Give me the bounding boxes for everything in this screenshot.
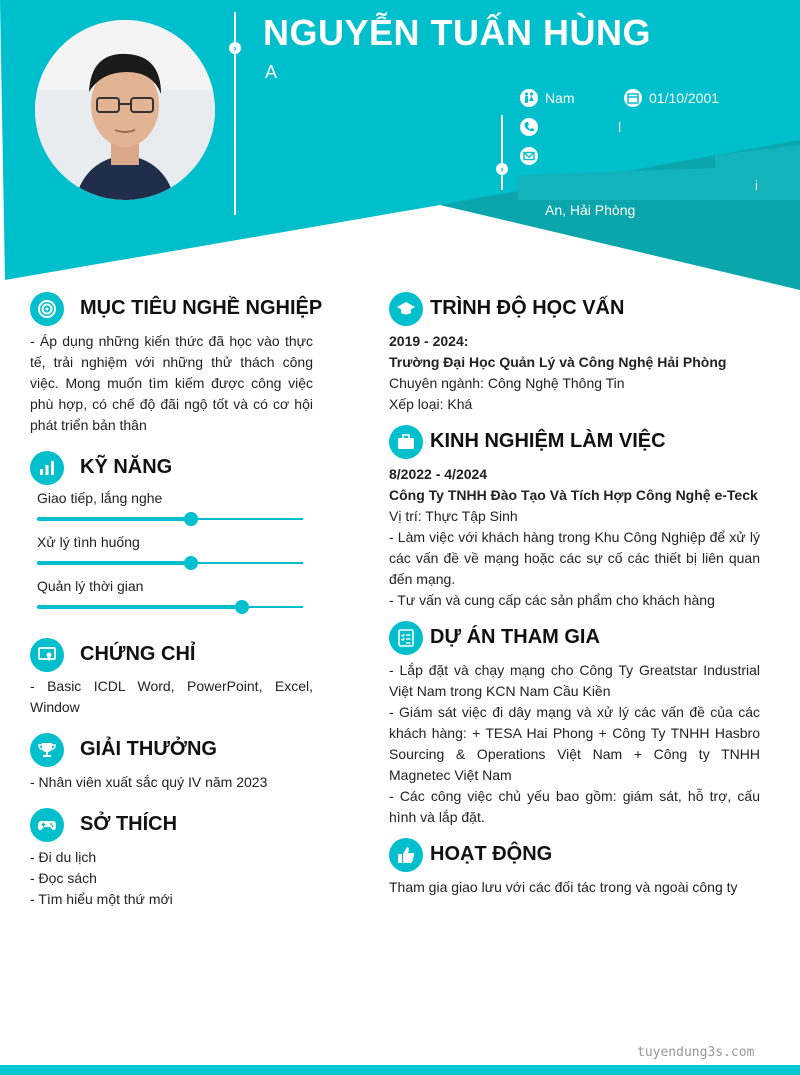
education-rank: Xếp loại: Khá [389, 396, 473, 412]
trophy-icon [30, 733, 64, 767]
footer-bar [0, 1065, 800, 1075]
thumbs-up-icon [389, 838, 423, 872]
experience-desc: - Tư vấn và cung cấp các sản phẩm cho khách hàng [389, 592, 715, 608]
gender-text: Nam [545, 90, 575, 106]
gamepad-icon [30, 808, 64, 842]
hobby-item: - Đọc sách [30, 870, 97, 886]
skill-fill [37, 517, 191, 521]
experience-period: 8/2022 - 4/2024 [389, 466, 488, 482]
activities-text: Tham gia giao lưu với các đối tác trong và ngoài công ty [389, 879, 738, 895]
skill-label: Quản lý thời gian [37, 578, 144, 594]
candidate-name: NGUYỄN TUẤN HÙNG [263, 12, 652, 53]
skills-title: KỸ NĂNG [80, 456, 173, 478]
projects-title: DỰ ÁN THAM GIA [430, 626, 600, 648]
hobby-item: - Tìm hiểu một thứ mới [30, 891, 173, 907]
certificates-title: CHỨNG CHỈ [80, 643, 196, 665]
objective-title: MỤC TIÊU NGHỀ NGHIỆP [80, 297, 323, 319]
birthday-text: 01/10/2001 [649, 90, 720, 106]
project-item: - Lắp đặt và chạy mạng cho Công Ty Greatstar Industrial Việt Nam trong KCN Nam Cầu Kiền [389, 662, 760, 699]
activities-title: HOẠT ĐỘNG [430, 843, 553, 865]
skill-label: Xử lý tình huống [37, 534, 140, 550]
awards-title: GIẢI THƯỞNG [80, 738, 217, 760]
awards-text: - Nhân viên xuất sắc quý IV năm 2023 [30, 774, 268, 790]
education-school: Trường Đại Học Quản Lý và Công Nghệ Hải Phòng [389, 354, 727, 370]
target-icon [30, 292, 64, 326]
watermark: tuyendung3s.com [637, 1045, 755, 1060]
checklist-icon [389, 621, 423, 655]
skill-fill [37, 605, 242, 609]
experience-company: Công Ty TNHH Đào Tạo Và Tích Hợp Công Nghệ e-Teck [389, 487, 758, 503]
graduation-cap-icon [389, 292, 423, 326]
candidate-subtitle: A [265, 62, 278, 82]
avatar [35, 20, 215, 200]
education-period: 2019 - 2024: [389, 333, 469, 349]
skill-knob [235, 600, 249, 614]
briefcase-icon [389, 425, 423, 459]
skill-knob [184, 556, 198, 570]
address-line2: An, Hải Phòng [545, 202, 636, 218]
certificate-icon [30, 638, 64, 672]
experience-desc: - Làm việc với khách hàng trong Khu Công Nghiệp để xử lý các vấn đề về mạng hoặc các sự cố các thiết bị liên quan đến mạng. [389, 529, 760, 587]
chevron-right-icon: › [496, 163, 508, 175]
phone-text: l [618, 119, 622, 135]
hobby-item: - Đi du lịch [30, 849, 97, 865]
skill-knob [184, 512, 198, 526]
skill-label: Giao tiếp, lắng nghe [37, 490, 163, 506]
experience-title: KINH NGHIỆM LÀM VIỆC [430, 430, 666, 452]
chevron-right-icon: › [229, 42, 241, 54]
bar-chart-icon [30, 451, 64, 485]
project-item: - Giám sát việc đi dây mạng và xử lý các vấn đề của các khách hàng: + TESA Hai Phong + Công Ty TNHH Hasbro Sourcing & Operations Việt Nam + Công ty TNHH Magnetec Việt Nam [389, 704, 760, 783]
address-line1: i [755, 178, 758, 193]
education-title: TRÌNH ĐỘ HỌC VẤN [430, 297, 625, 319]
project-item: - Các công việc chủ yếu bao gồm: giám sát, hỗ trợ, cấu hình và lắp đặt. [389, 788, 760, 825]
skill-fill [37, 561, 191, 565]
education-major: Chuyên ngành: Công Nghệ Thông Tin [389, 375, 625, 391]
hobbies-title: SỞ THÍCH [80, 813, 178, 835]
email-icon [520, 147, 538, 165]
objective-text: - Áp dụng những kiến thức đã học vào thực tế, trải nghiệm với những thử thách công việc. Mong muốn tìm kiếm được công việc phù hợp, có chế độ đãi ngộ tốt và có cơ hội phát triển bản thân [30, 333, 313, 433]
gender-icon [520, 89, 538, 107]
phone-icon [520, 118, 538, 136]
certificates-text: - Basic ICDL Word, PowerPoint, Excel, Window [30, 678, 313, 715]
contact-divider [501, 115, 503, 190]
calendar-icon [624, 89, 642, 107]
experience-position: Vị trí: Thực Tập Sinh [389, 508, 518, 524]
